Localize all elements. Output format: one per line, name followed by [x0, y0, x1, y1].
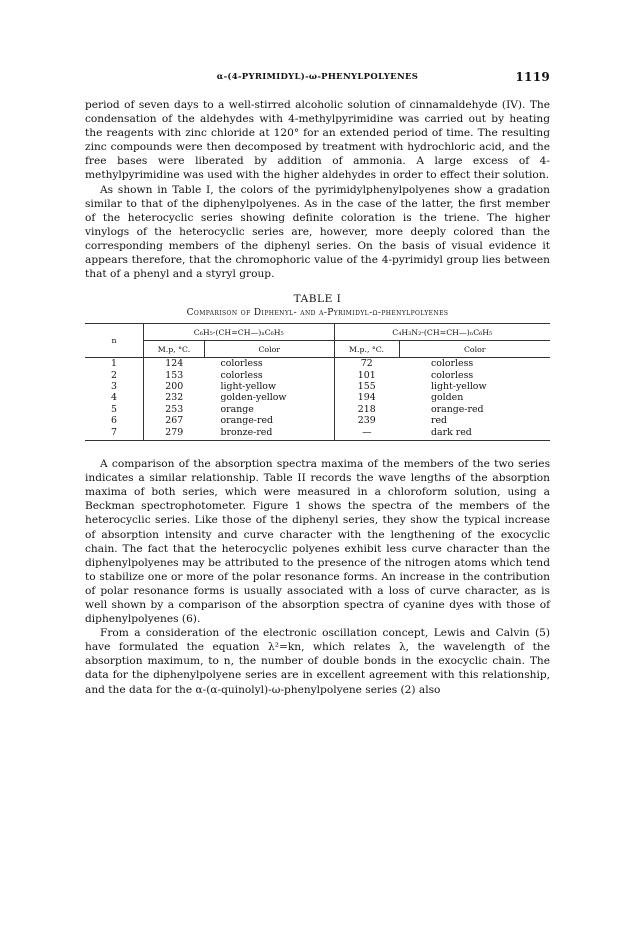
column-header-color: Color [205, 341, 335, 358]
cell-mp-pyrimidyl: — [334, 427, 399, 441]
table-row [85, 392, 550, 403]
cell-color-diphenyl: orange [220, 403, 254, 415]
cell-n: 2 [111, 369, 117, 381]
paper-page [85, 70, 550, 697]
table-row [85, 404, 550, 415]
column-header-color: Color [399, 341, 550, 358]
paragraph: period of seven days to a well-stirred alcoholic solution of cinnamaldehyde (IV). The condensation of the aldehydes with 4-methylpyrimidine was carried out by heating the reagents with zinc chloride at 120° for an extended period of time. The resulting zinc compounds were then decomposed by treatment with hydrochloric acid, and the free bases were liberated by addition of ammonia. A large excess of 4-methylpyrimidine was used with the higher aldehydes in order to effect their solution. [85, 99, 550, 182]
table-subheader [85, 341, 550, 358]
table-row [85, 381, 550, 392]
table-row [85, 415, 550, 426]
table-caption: Comparison of Diphenyl- and α-Pyrimidyl-ω-phenylpolyenes [186, 308, 449, 319]
column-header-mp: M.p., °C. [334, 341, 399, 358]
cell-mp-diphenyl: 279 [144, 427, 205, 441]
paragraph: As shown in Table I, the colors of the pyrimidylphenylpolyenes show a gradation similar to that of the diphenylpolyenes. As in the case of the latter, the first member of the heterocyclic series showing definite coloration is the triene. The higher vinylogs of the heterocyclic series are, however, more deeply colored than the corresponding members of the diphenyl series. On the basis of visual evidence it appears therefore, that the chromophoric value of the 4-pyrimidyl group lies between that of a phenyl and a styryl group. [85, 183, 550, 281]
page-header [85, 70, 550, 86]
cell-n: 1 [111, 358, 117, 370]
column-header-mp: M.p, °C. [144, 341, 205, 358]
cell-n: 7 [85, 427, 144, 441]
cell-mp-pyrimidyl: 101 [334, 370, 399, 381]
table-group-header [85, 324, 550, 341]
cell-mp-pyrimidyl: 218 [334, 404, 399, 415]
table-row [85, 370, 550, 381]
cell-color-diphenyl: colorless [220, 358, 263, 370]
cell-color-pyrimidyl: golden [431, 392, 464, 404]
cell-color-diphenyl: golden-yellow [220, 392, 287, 404]
cell-mp-diphenyl: 124 [144, 358, 205, 370]
cell-color-diphenyl: light-yellow [220, 381, 276, 393]
cell-color-pyrimidyl: red [431, 415, 448, 427]
cell-color-diphenyl: bronze-red [205, 427, 335, 441]
cell-n: 6 [111, 415, 117, 427]
cell-mp-pyrimidyl: 72 [334, 358, 399, 370]
cell-color-pyrimidyl: colorless [431, 358, 474, 370]
column-group-pyrimidyl: C₄H₃N₂-(CH=CH—)ₙC₆H₅ [334, 324, 550, 341]
cell-mp-pyrimidyl: 155 [334, 381, 399, 392]
cell-mp-diphenyl: 232 [144, 392, 205, 403]
cell-mp-pyrimidyl: 194 [334, 392, 399, 403]
cell-mp-diphenyl: 253 [144, 404, 205, 415]
data-table [85, 323, 550, 441]
page-number: 1119 [515, 70, 550, 84]
cell-color-diphenyl: orange-red [220, 415, 274, 427]
table-row [85, 358, 550, 370]
cell-n: 5 [111, 403, 117, 415]
column-header-n: n [85, 324, 144, 358]
cell-mp-pyrimidyl: 239 [334, 415, 399, 426]
paragraph: From a consideration of the electronic oscillation concept, Lewis and Calvin (5) have formulated the equation λ²=kn, which relates λ, the wavelength of the absorption maximum, to n, the number of double bonds in the exocyclic chain. The data for the diphenylpolyene series are in excellent agreement with this relationship, and the data for the α-(α-quinolyl)-ω-phenylpolyene series (2) also [85, 627, 550, 696]
cell-mp-diphenyl: 267 [144, 415, 205, 426]
cell-mp-diphenyl: 200 [144, 381, 205, 392]
paragraph: A comparison of the absorption spectra maxima of the members of the two series indicates a similar relationship. Table II records the wave lengths of the absorption maxima of both series, which were measured in a chloroform solution, using a Beckman spectrophotometer. Figure 1 shows the spectra of the members of the heterocyclic series. Like those of the diphenyl series, they show the typical increase of absorption intensity and curve character with the lengthening of the exocyclic chain. The fact that the heterocyclic polyenes exhibit less curve character than the diphenylpolyenes may be attributed to the presence of the nitrogen atoms which tend to stabilize one or more of the polar resonance forms. An increase in the contribution of polar resonance forms is usually associated with a loss of curve character, as is well shown by a comparison of the absorption spectra of cyanine dyes with those of diphenylpolyenes (6). [85, 458, 550, 626]
column-group-diphenyl: C₆H₅-(CH=CH—)ₙC₆H₅ [144, 324, 335, 341]
cell-n: 4 [111, 392, 117, 404]
cell-mp-diphenyl: 153 [144, 370, 205, 381]
running-head: α-(4-PYRIMIDYL)-ω-PHENYLPOLYENES [216, 72, 419, 82]
cell-color-pyrimidyl: light-yellow [431, 381, 487, 393]
cell-color-pyrimidyl: dark red [399, 427, 550, 441]
cell-color-diphenyl: colorless [220, 369, 263, 381]
table-title: TABLE I [293, 293, 342, 306]
table-row [85, 427, 550, 441]
cell-color-pyrimidyl: orange-red [431, 403, 484, 415]
cell-color-pyrimidyl: colorless [431, 369, 474, 381]
cell-n: 3 [111, 381, 117, 393]
